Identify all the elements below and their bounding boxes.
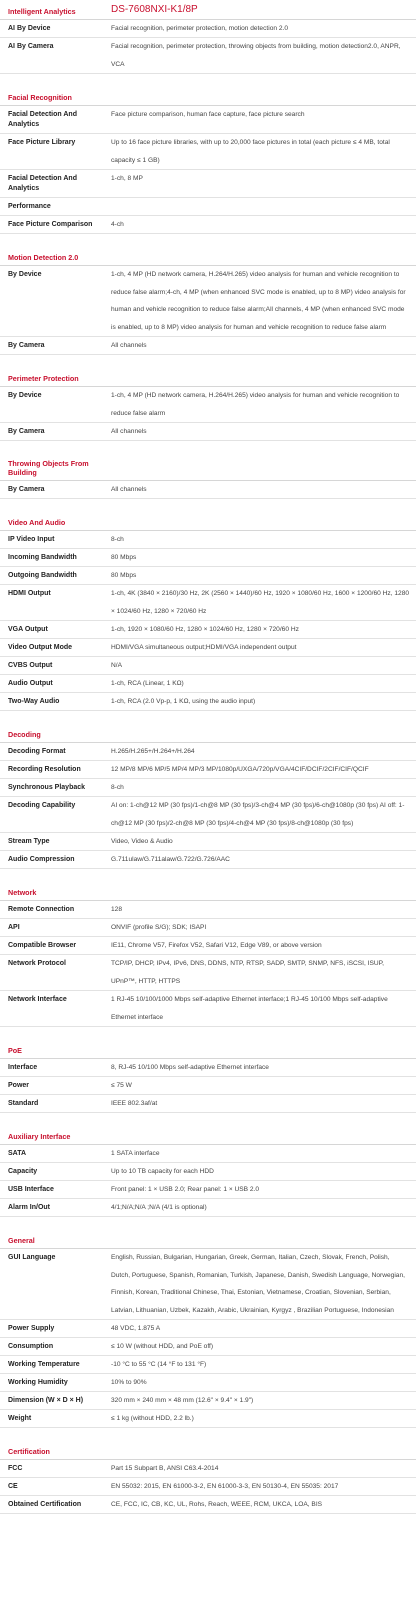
spec-row <box>0 549 416 567</box>
spec-label: Weight <box>8 1415 32 1422</box>
spec-row <box>0 1181 416 1199</box>
spec-value: Video, Video & Audio <box>111 838 173 845</box>
spec-row <box>0 761 416 779</box>
spec-value: Facial recognition, perimeter protection, motion detection 2.0 <box>111 25 289 32</box>
spec-row <box>0 1338 416 1356</box>
section-header <box>0 248 416 266</box>
section-header <box>0 513 416 531</box>
section-title: Decoding <box>8 730 41 739</box>
spec-row <box>0 1460 416 1478</box>
spec-row <box>0 1478 416 1496</box>
spec-value: H.265/H.265+/H.264+/H.264 <box>111 748 195 755</box>
model-name: DS-7608NXI-K1/8P <box>111 4 198 15</box>
spec-label: Network Interface <box>8 996 67 1003</box>
spec-row <box>0 1095 416 1113</box>
spec-label: Dimension (W × D × H) <box>8 1397 84 1404</box>
spec-section <box>0 725 416 869</box>
spec-row <box>0 833 416 851</box>
spec-label: Capacity <box>8 1168 38 1175</box>
spec-row <box>0 198 416 216</box>
spec-value: IE11, Chrome V57, Firefox V52, Safari V12, Edge V89, or above version <box>111 942 322 949</box>
spec-label: Video Output Mode <box>8 644 73 651</box>
spec-row <box>0 1320 416 1338</box>
spec-row <box>0 423 416 441</box>
spec-section <box>0 883 416 1027</box>
section-header <box>0 1127 416 1145</box>
spec-label: Power <box>8 1082 30 1089</box>
section-spacer <box>0 234 416 248</box>
spec-value: 1 RJ-45 10/100/1000 Mbps self-adaptive Ethernet interface;1 RJ-45 10/100 Mbps self-adaptive Ethernet interface <box>111 996 388 1021</box>
spec-row <box>0 337 416 355</box>
spec-value: 4-ch <box>111 221 124 228</box>
spec-row <box>0 216 416 234</box>
spec-value: 48 VDC, 1.875 A <box>111 1325 161 1332</box>
section-title: Auxiliary Interface <box>8 1132 71 1141</box>
spec-row <box>0 1249 416 1320</box>
spec-row <box>0 955 416 991</box>
spec-value: 8, RJ-45 10/100 Mbps self-adaptive Ethernet interface <box>111 1064 269 1071</box>
spec-label: Power Supply <box>8 1325 55 1332</box>
spec-value: 1-ch, 4 MP (HD network camera, H.264/H.265) video analysis for human and vehicle recognition to reduce false alarm;4-ch, 4 MP (when enhanced SVC mode is enabled, up to 8 MP) video analysis for human and vehicle recognition to reduce false alarm;All channels, 4 MP (when enhanced SVC mode is enabled, up to 8 MP) video analysis for human and vehicle recognition to reduce false alarm <box>111 271 406 331</box>
spec-row <box>0 170 416 198</box>
spec-value: HDMI/VGA simultaneous output;HDMI/VGA independent output <box>111 644 297 651</box>
section-header <box>0 1442 416 1460</box>
spec-value: G.711ulaw/G.711alaw/G.722/G.726/AAC <box>111 856 230 863</box>
spec-label: Alarm In/Out <box>8 1204 51 1211</box>
spec-value: 1-ch, 4 MP (HD network camera, H.264/H.265) video analysis for human and vehicle recognition to reduce false alarm <box>111 392 400 417</box>
spec-section <box>0 88 416 234</box>
spec-section <box>0 455 416 499</box>
spec-label: GUI Language <box>8 1254 56 1261</box>
spec-row <box>0 1410 416 1428</box>
spec-label: AI By Camera <box>8 43 54 50</box>
spec-row <box>0 621 416 639</box>
spec-label: Two-Way Audio <box>8 698 60 705</box>
spec-value: Part 15 Subpart B, ANSI C63.4-2014 <box>111 1465 219 1472</box>
spec-value: All channels <box>111 342 147 349</box>
spec-row <box>0 1077 416 1095</box>
spec-label: AI By Device <box>8 25 51 32</box>
spec-label: By Camera <box>8 486 45 493</box>
spec-value: CE, FCC, IC, CB, KC, UL, Rohs, Reach, WEEE, RCM, UKCA, LOA, BIS <box>111 1501 323 1508</box>
section-title: Certification <box>8 1447 50 1456</box>
spec-label: Face Picture Comparison <box>8 221 93 228</box>
spec-value: 1-ch, 4K (3840 × 2160)/30 Hz, 2K (2560 × 1440)/60 Hz, 1920 × 1080/60 Hz, 1600 × 1200/60 Hz, 1280 × 1024/60 Hz, 1280 × 720/60 Hz <box>111 590 410 615</box>
spec-value: Face picture comparison, human face capture, face picture search <box>111 111 305 118</box>
section-spacer <box>0 1027 416 1041</box>
spec-label: Standard <box>8 1100 39 1107</box>
spec-value <box>111 202 410 212</box>
spec-row <box>0 1059 416 1077</box>
spec-row <box>0 567 416 585</box>
section-title: Facial Recognition <box>8 93 72 102</box>
spec-label: Performance <box>8 203 51 210</box>
spec-row <box>0 266 416 337</box>
section-header <box>0 455 416 481</box>
spec-row <box>0 743 416 761</box>
section-spacer <box>0 499 416 513</box>
spec-label: IP Video Input <box>8 536 55 543</box>
spec-row <box>0 1374 416 1392</box>
spec-value: ≤ 75 W <box>111 1082 132 1089</box>
spec-label: Stream Type <box>8 838 50 845</box>
spec-row <box>0 1496 416 1514</box>
section-title: General <box>8 1236 35 1245</box>
spec-label: Incoming Bandwidth <box>8 554 77 561</box>
spec-row <box>0 1163 416 1181</box>
spec-row <box>0 134 416 170</box>
spec-label: SATA <box>8 1150 27 1157</box>
spec-label: Decoding Format <box>8 748 66 755</box>
spec-value: Facial recognition, perimeter protection, throwing objects from building, motion detection2.0, ANPR, VCA <box>111 43 401 68</box>
spec-value: Up to 10 TB capacity for each HDD <box>111 1168 214 1175</box>
section-spacer <box>0 711 416 725</box>
spec-row <box>0 481 416 499</box>
spec-label: By Device <box>8 392 42 399</box>
spec-label: Network Protocol <box>8 960 66 967</box>
spec-value: English, Russian, Bulgarian, Hungarian, Greek, German, Italian, Czech, Slovak, French, Polish, Dutch, Portuguese, Spanish, Romanian, Turkish, Japanese, Danish, Swedish Language, Norwegian, Finnish, Korean, Traditional Chinese, Thai, Estonian, Vietnamese, Croatian, Slovenian, Serbian, Latvian, Lithuanian, Uzbek, Kazakh, Arabic, Ukrainian, Kyrgyz , Brazilian Portuguese, Indonesian <box>111 1254 405 1314</box>
spec-row <box>0 1356 416 1374</box>
spec-label: Working Humidity <box>8 1379 68 1386</box>
spec-label: Audio Compression <box>8 856 75 863</box>
section-spacer <box>0 869 416 883</box>
spec-value: N/A <box>111 662 122 669</box>
spec-row <box>0 675 416 693</box>
spec-value: Front panel: 1 × USB 2.0; Rear panel: 1 × USB 2.0 <box>111 1186 260 1193</box>
section-spacer <box>0 1428 416 1442</box>
spec-label: API <box>8 924 20 931</box>
spec-value: 80 Mbps <box>111 554 137 561</box>
spec-row <box>0 1199 416 1217</box>
section-header <box>0 1041 416 1059</box>
spec-label: Remote Connection <box>8 906 75 913</box>
spec-value: TCP/IP, DHCP, IPv4, IPv6, DNS, DDNS, NTP, RTSP, SADP, SMTP, SNMP, NFS, iSCSI, ISUP, UPnP™, HTTP, HTTPS <box>111 960 384 985</box>
spec-value: 10% to 90% <box>111 1379 147 1386</box>
spec-value: 12 MP/8 MP/6 MP/5 MP/4 MP/3 MP/1080p/UXGA/720p/VGA/4CIF/DCIF/2CIF/CIF/QCIF <box>111 766 369 773</box>
spec-label: Facial Detection And Analytics <box>8 175 77 192</box>
spec-value: 8-ch <box>111 784 124 791</box>
spec-row <box>0 1392 416 1410</box>
spec-row <box>0 38 416 74</box>
spec-section <box>0 1041 416 1113</box>
section-title: Network <box>8 888 37 897</box>
spec-label: By Camera <box>8 342 45 349</box>
spec-value: 128 <box>111 906 123 913</box>
spec-label: CE <box>8 1483 18 1490</box>
spec-section <box>0 513 416 711</box>
spec-value: 1-ch, 8 MP <box>111 175 143 182</box>
spec-label: By Device <box>8 271 42 278</box>
section-spacer <box>0 441 416 455</box>
spec-row <box>0 797 416 833</box>
spec-value: All channels <box>111 486 147 493</box>
spec-value: ≤ 1 kg (without HDD, 2.2 lb.) <box>111 1415 194 1422</box>
spec-row <box>0 639 416 657</box>
spec-row <box>0 693 416 711</box>
spec-section <box>0 1231 416 1428</box>
spec-label: Recording Resolution <box>8 766 81 773</box>
spec-label: HDMI Output <box>8 590 51 597</box>
spec-label: Interface <box>8 1064 38 1071</box>
spec-label: Face Picture Library <box>8 139 76 146</box>
section-spacer <box>0 74 416 88</box>
section-header <box>0 369 416 387</box>
spec-row <box>0 937 416 955</box>
section-title: Intelligent Analytics <box>8 7 76 16</box>
section-header <box>0 725 416 743</box>
section-title: Motion Detection 2.0 <box>8 253 79 262</box>
spec-label: Obtained Certification <box>8 1501 82 1508</box>
section-header <box>0 883 416 901</box>
spec-label: Outgoing Bandwidth <box>8 572 77 579</box>
spec-row <box>0 779 416 797</box>
spec-value: 1-ch, RCA (Linear, 1 KΩ) <box>111 680 184 687</box>
spec-value: 1-ch, RCA (2.0 Vp-p, 1 KΩ, using the audio input) <box>111 698 256 705</box>
section-title: Throwing Objects From Building <box>8 459 89 477</box>
spec-row <box>0 919 416 937</box>
spec-label: Compatible Browser <box>8 942 77 949</box>
spec-label: Decoding Capability <box>8 802 76 809</box>
section-title: Video And Audio <box>8 518 66 527</box>
spec-label: Consumption <box>8 1343 54 1350</box>
spec-value: 1 SATA interface <box>111 1150 160 1157</box>
spec-row <box>0 20 416 38</box>
spec-label: Synchronous Playback <box>8 784 86 791</box>
spec-row <box>0 851 416 869</box>
spec-value: ONVIF (profile S/G); SDK; ISAPI <box>111 924 207 931</box>
spec-section <box>0 248 416 355</box>
section-spacer <box>0 355 416 369</box>
spec-row <box>0 387 416 423</box>
spec-value: -10 °C to 55 °C (14 °F to 131 °F) <box>111 1361 207 1368</box>
spec-label: CVBS Output <box>8 662 53 669</box>
spec-row <box>0 1145 416 1163</box>
section-title: PoE <box>8 1046 22 1055</box>
spec-section <box>0 1127 416 1217</box>
spec-row <box>0 531 416 549</box>
spec-row <box>0 657 416 675</box>
spec-row <box>0 585 416 621</box>
spec-value: 320 mm × 240 mm × 48 mm (12.6" × 9.4" × 1.9") <box>111 1397 254 1404</box>
spec-label: By Camera <box>8 428 45 435</box>
spec-label: Working Temperature <box>8 1361 80 1368</box>
section-header <box>0 88 416 106</box>
section-spacer <box>0 1217 416 1231</box>
spec-row <box>0 106 416 134</box>
section-title: Perimeter Protection <box>8 374 79 383</box>
spec-value: IEEE 802.3af/at <box>111 1100 158 1107</box>
spec-section <box>0 1442 416 1514</box>
spec-section <box>0 0 416 74</box>
spec-value: 8-ch <box>111 536 124 543</box>
spec-value: ≤ 10 W (without HDD, and PoE off) <box>111 1343 214 1350</box>
spec-row <box>0 991 416 1027</box>
spec-value: All channels <box>111 428 147 435</box>
spec-value: EN 55032: 2015, EN 61000-3-2, EN 61000-3-3, EN 50130-4, EN 55035: 2017 <box>111 1483 339 1490</box>
section-header <box>0 0 416 20</box>
spec-value: Up to 16 face picture libraries, with up to 20,000 face pictures in total (each picture ≤ 4 MB, total capacity ≤ 1 GB) <box>111 139 390 164</box>
spec-value: 4/1;N/A;N/A ;N/A (4/1 is optional) <box>111 1204 207 1211</box>
section-spacer <box>0 1113 416 1127</box>
section-header <box>0 1231 416 1249</box>
spec-value: 80 Mbps <box>111 572 137 579</box>
spec-section <box>0 369 416 441</box>
spec-value: AI on: 1-ch@12 MP (30 fps)/1-ch@8 MP (30 fps)/3-ch@4 MP (30 fps)/6-ch@1080p (30 fps) AI off: 1-ch@12 MP (30 fps)/2-ch@8 MP (30 fps)/4-ch@4 MP (30 fps)/8-ch@1080p (30 fps) <box>111 802 405 827</box>
spec-label: Facial Detection And Analytics <box>8 111 77 128</box>
spec-value: 1-ch, 1920 × 1080/60 Hz, 1280 × 1024/60 Hz, 1280 × 720/60 Hz <box>111 626 299 633</box>
spec-label: FCC <box>8 1465 23 1472</box>
spec-row <box>0 901 416 919</box>
spec-label: USB Interface <box>8 1186 54 1193</box>
spec-label: Audio Output <box>8 680 53 687</box>
spec-label: VGA Output <box>8 626 48 633</box>
